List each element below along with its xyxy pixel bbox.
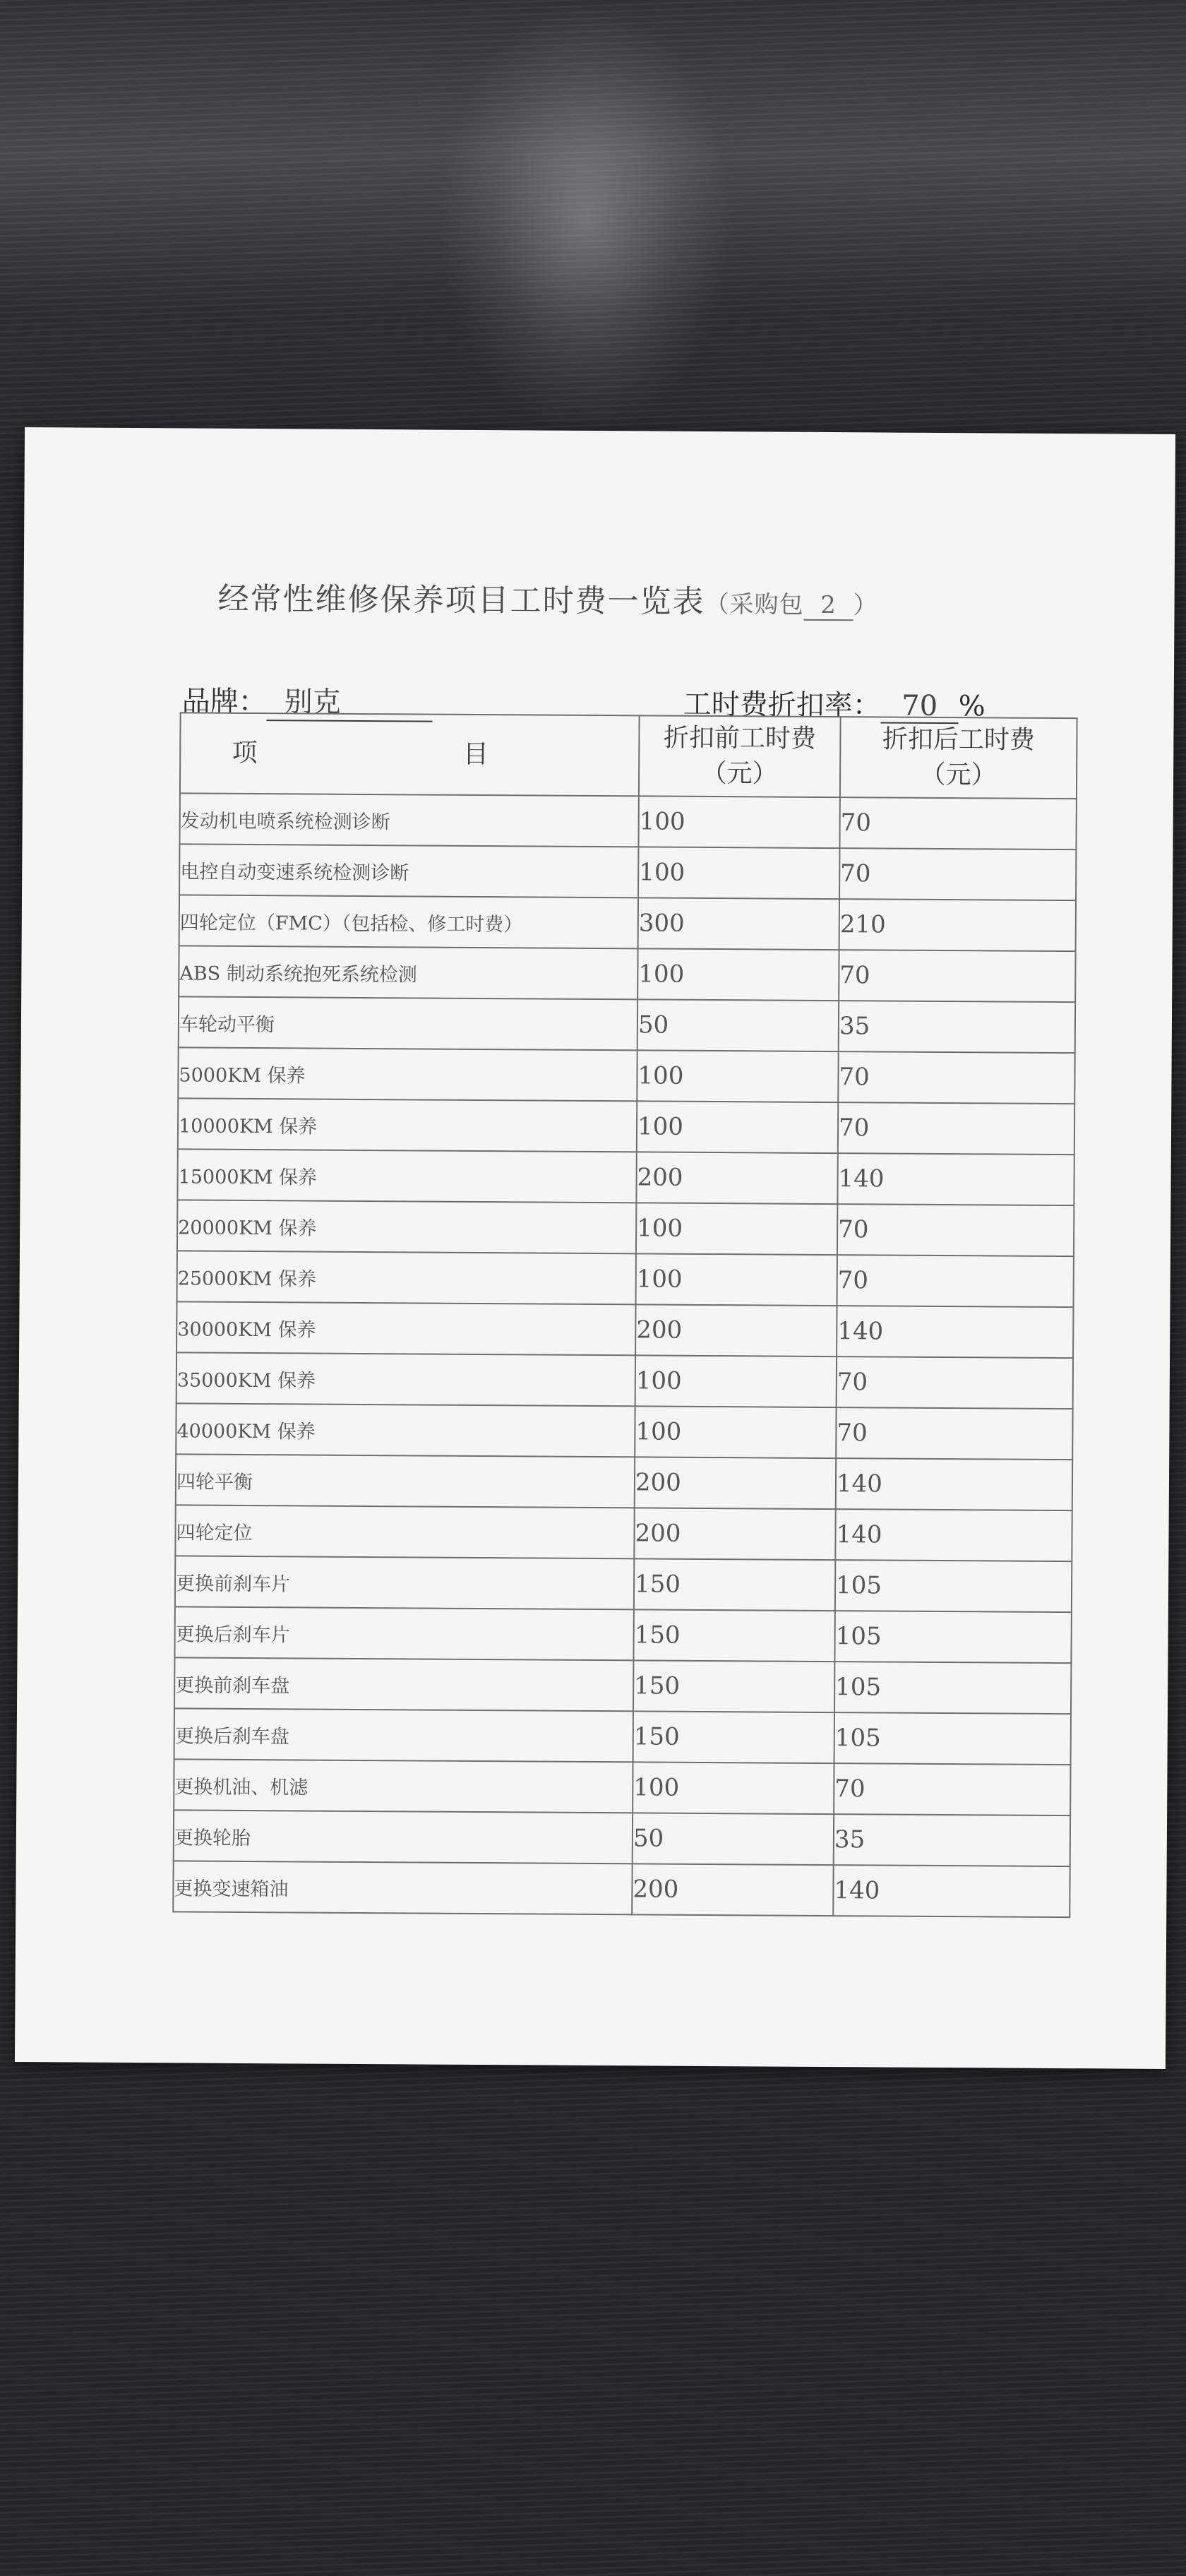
row-before-fee: 100 (636, 1253, 837, 1306)
header-before: 折扣前工时费 （元） (639, 715, 841, 797)
row-after-fee: 210 (839, 899, 1076, 951)
row-after-fee: 140 (835, 1509, 1072, 1561)
row-after-fee: 105 (834, 1662, 1071, 1714)
row-before-fee: 300 (638, 898, 839, 950)
row-item: 更换轮胎 (174, 1810, 633, 1864)
light-glare (438, 0, 734, 438)
row-item: 发动机电喷系统检测诊断 (179, 793, 638, 847)
row-before-fee: 50 (637, 999, 839, 1051)
table-row (177, 1200, 1074, 1256)
table-row (179, 844, 1076, 900)
row-after-fee: 70 (838, 1051, 1074, 1104)
row-after-fee: 70 (837, 1204, 1074, 1256)
row-item: 更换前刹车片 (175, 1556, 634, 1609)
row-after-fee: 70 (834, 1763, 1070, 1815)
table-row (179, 793, 1076, 849)
row-item: 车轮动平衡 (179, 996, 637, 1050)
row-item: 10000KM 保养 (178, 1098, 637, 1152)
table-row (179, 996, 1075, 1053)
row-item: 四轮平衡 (176, 1454, 635, 1508)
package-number: 2 (803, 591, 853, 621)
row-before-fee: 100 (637, 948, 839, 1001)
row-after-fee: 140 (836, 1458, 1072, 1510)
table-row (177, 1251, 1074, 1307)
table-row (174, 1708, 1071, 1765)
row-before-fee: 100 (638, 847, 839, 899)
brand-label: 品牌： (181, 685, 267, 719)
table-row (179, 946, 1075, 1002)
table-header-row (180, 712, 1077, 799)
row-item: 35000KM 保养 (176, 1352, 635, 1406)
row-before-fee: 100 (637, 1101, 838, 1153)
table-row (174, 1759, 1070, 1815)
brand-value: 别克 (267, 679, 433, 722)
table-row (176, 1352, 1073, 1409)
row-after-fee: 105 (834, 1712, 1071, 1765)
table-row (178, 1047, 1074, 1104)
row-after-fee: 70 (839, 797, 1076, 849)
row-item: 5000KM 保养 (178, 1047, 637, 1101)
header-item: 项 目 (180, 712, 640, 796)
table-row (177, 1149, 1074, 1205)
row-item: 20000KM 保养 (177, 1200, 636, 1253)
row-item: 25000KM 保养 (177, 1251, 636, 1304)
row-after-fee: 70 (839, 950, 1075, 1002)
row-after-fee: 140 (837, 1153, 1074, 1205)
row-item: 四轮定位（FMC）（包括检、修工时费） (179, 895, 638, 948)
row-before-fee: 100 (636, 1203, 837, 1255)
row-item: 15000KM 保养 (177, 1149, 636, 1203)
row-item: 更换机油、机滤 (174, 1759, 633, 1813)
row-before-fee: 50 (633, 1813, 834, 1865)
table-row (174, 1810, 1070, 1866)
row-after-fee: 35 (839, 1001, 1075, 1053)
row-item: 更换后刹车盘 (174, 1708, 633, 1762)
rate-unit: % (958, 690, 986, 723)
table-row (174, 1657, 1071, 1714)
row-before-fee: 200 (635, 1457, 836, 1509)
header-after: 折扣后工时费 （元） (840, 717, 1077, 799)
row-before-fee: 150 (633, 1609, 834, 1662)
row-before-fee: 200 (635, 1304, 837, 1356)
table-row (176, 1454, 1072, 1510)
row-item: 更换前刹车盘 (174, 1657, 633, 1711)
table-row (175, 1505, 1072, 1561)
row-before-fee: 100 (635, 1406, 836, 1458)
table-row (178, 1098, 1074, 1155)
row-after-fee: 140 (833, 1865, 1070, 1917)
row-after-fee: 105 (835, 1560, 1072, 1612)
row-before-fee: 150 (633, 1711, 834, 1763)
document-title (217, 573, 877, 623)
row-item: ABS 制动系统抱死系统检测 (179, 946, 637, 999)
table-row (174, 1606, 1071, 1663)
row-item: 30000KM 保养 (176, 1301, 635, 1355)
table-body (173, 793, 1077, 1917)
row-item: 四轮定位 (175, 1505, 634, 1558)
row-after-fee: 70 (837, 1255, 1074, 1307)
row-after-fee: 35 (834, 1814, 1070, 1866)
row-before-fee: 200 (632, 1864, 833, 1916)
row-after-fee: 105 (834, 1611, 1071, 1663)
row-before-fee: 200 (634, 1508, 835, 1560)
table-row (173, 1861, 1070, 1917)
row-after-fee: 70 (837, 1356, 1073, 1409)
row-after-fee: 70 (836, 1407, 1072, 1460)
row-before-fee: 100 (633, 1762, 834, 1814)
table-row (179, 895, 1076, 951)
package-label: （采购包 2 ） (705, 590, 878, 620)
row-after-fee: 70 (839, 848, 1076, 900)
row-before-fee: 100 (635, 1355, 837, 1407)
paper-sheet (15, 427, 1175, 2069)
rate-value: 70 (881, 689, 959, 724)
row-before-fee: 150 (633, 1660, 834, 1712)
row-before-fee: 200 (636, 1152, 837, 1204)
row-after-fee: 140 (837, 1306, 1073, 1358)
row-item: 电控自动变速系统检测诊断 (179, 844, 638, 898)
table-row (176, 1301, 1073, 1358)
rate-label: 工时费折扣率： (683, 688, 881, 722)
title-text: 经常性维修保养项目工时费一览表 (217, 580, 705, 620)
row-before-fee: 150 (634, 1558, 835, 1611)
row-item: 40000KM 保养 (176, 1403, 635, 1457)
labor-fee-table (172, 712, 1077, 1918)
row-before-fee: 100 (638, 796, 839, 848)
table-row (175, 1556, 1072, 1612)
row-after-fee: 70 (838, 1102, 1074, 1155)
row-item: 更换变速箱油 (173, 1861, 632, 1914)
row-before-fee: 100 (637, 1050, 838, 1102)
table-row (176, 1403, 1072, 1460)
row-item: 更换后刹车片 (174, 1606, 633, 1660)
